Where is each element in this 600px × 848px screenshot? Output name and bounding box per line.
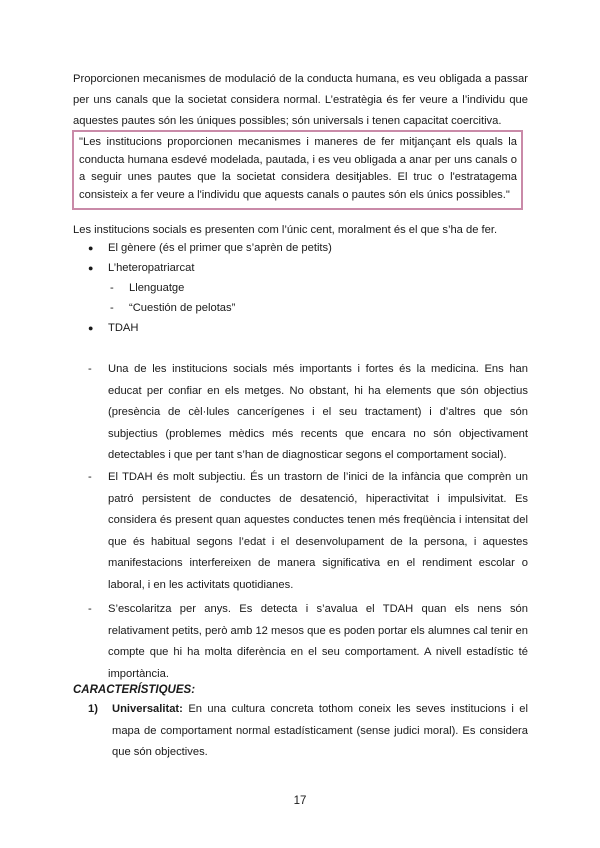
dash-paragraph-schooling	[88, 599, 528, 685]
sub-list-item	[88, 278, 528, 298]
dash-icon: -	[110, 302, 114, 314]
list-item	[88, 238, 528, 258]
paragraph-text: Una de les institucions socials més importants i fortes és la medicina. Ens han educat per confiar en els metges. No obstant, hi ha elements que són objectius (presència de cèl·lules cancerígenes i el seu tractament) i d’altres que són subjectius (problemes mèdics més recents que encara no són objectivament detectables i que per tant s’han de diagnosticar segons el comportament social).	[108, 363, 528, 461]
item-text	[112, 699, 528, 764]
list-item	[88, 318, 528, 338]
list-item-text: TDAH	[108, 322, 139, 334]
sub-list-item-text: Llenguatge	[129, 282, 185, 294]
dash-paragraph-medicine	[88, 359, 528, 467]
list-item	[88, 258, 528, 278]
dash-paragraph-tdah	[88, 467, 528, 596]
page-number: 17	[293, 795, 307, 807]
bullet-icon: ●	[88, 323, 94, 333]
list-item-text: El gènere (és el primer que s’aprèn de petits)	[108, 242, 332, 254]
bullet-list	[88, 238, 528, 338]
dash-icon: -	[88, 363, 92, 375]
item-term: Universalitat:	[112, 703, 183, 715]
intro-paragraph: Proporcionen mecanismes de modulació de la conducta humana, es veu obligada a passar per uns canals que la societat considera normal. L’estratègia és fer veure a l’individu que aquestes pautes són les úniques possibles; són universals i tenen capacitat coercitiva.	[73, 73, 528, 127]
item-description: En una cultura concreta tothom coneix les seves institucions i el mapa de comportament normal estadísticament (sense judici moral). Es considera que són objectives.	[112, 703, 528, 758]
bullet-icon: ●	[88, 263, 94, 273]
dash-icon: -	[88, 603, 92, 615]
numbered-item	[88, 699, 528, 764]
statement-paragraph: Les institucions socials es presenten com l’únic cent, moralment és el que s’ha de fer.	[73, 224, 498, 236]
paragraph-text: El TDAH és molt subjectiu. És un trastorn de l’inici de la infància que comprèn un patró persistent de conductes de desatenció, hiperactivitat i impulsivitat. Es considera és present quan aquestes conductes tenen més freqüència i intensitat del que és habitual segons l’edat i el desenvolupament de la persona, i aquestes manifestacions interfereixen de manera significativa en el rendiment escolar o laboral, i en les activitats quotidianes.	[108, 471, 528, 591]
sub-list-item-text: “Cuestión de pelotas”	[129, 302, 236, 314]
bullet-icon: ●	[88, 243, 94, 253]
list-item-text: L’heteropatriarcat	[108, 262, 195, 274]
sub-list-item	[88, 298, 528, 318]
item-number: 1)	[88, 703, 98, 715]
paragraph-text: S’escolaritza per anys. Es detecta i s’avalua el TDAH quan els nens són relativament petits, però amb 12 mesos que es poden portar els alumnes cal tenir en compte que hi ha molta diferència en el seu comportament. A nivell estadístic té importància.	[108, 603, 528, 680]
dash-icon: -	[110, 282, 114, 294]
highlighted-quote: "Les institucions proporcionen mecanismes i maneres de fer mitjançant els quals la conducta humana esdevé modelada, pautada, i es veu obligada a anar per uns canals o a seguir unes pautes que la societat considera desitjables. El truc o l'estratagema consisteix a fer veure a l'individu que aquests canals o pautes són els únics possibles."	[72, 130, 523, 210]
dash-icon: -	[88, 471, 92, 483]
section-heading: CARACTERÍSTIQUES:	[73, 684, 196, 696]
